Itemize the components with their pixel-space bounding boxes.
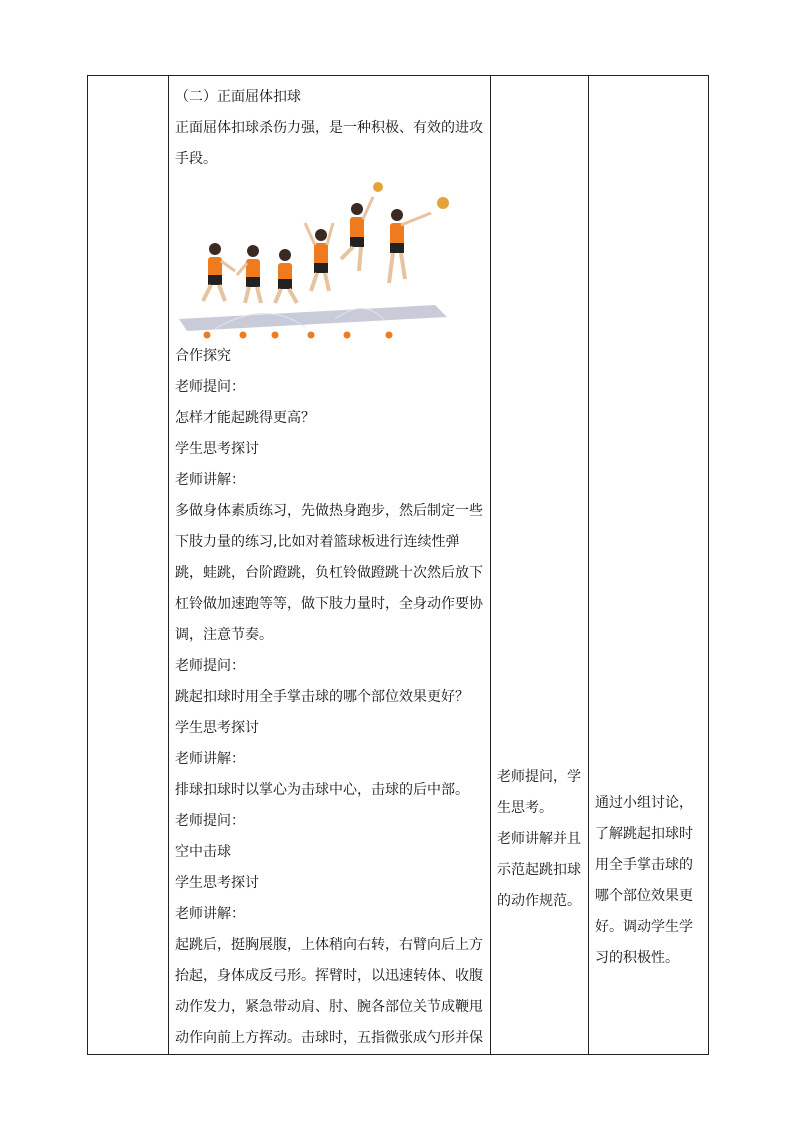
lesson-line: 合作探究 [175,348,231,364]
step-number-dot [240,332,247,339]
design-intent-cell [589,76,709,1055]
lesson-line: 跳起扣球时用全手掌击球的哪个部位效果更好？ [175,689,469,705]
lesson-line: 老师提问： [175,658,245,674]
player-figure-3 [275,249,297,303]
player-figure-4 [305,223,333,291]
lesson-line: 学生思考探讨 [175,441,259,457]
player-figure-5 [341,197,373,271]
empty-cell [88,76,169,1055]
lesson-line: 排球扣球时以掌心为击球中心，击球的后中部。 [175,782,469,798]
player-figure-2 [237,245,261,303]
lesson-line: 空中击球 [175,844,231,860]
section-title: （二）正面屈体扣球 [175,89,301,105]
lesson-line: 老师提问： [175,813,245,829]
teacher-activity-text: 老师提问，学生思考。 [497,769,581,816]
step-number-dot [344,332,351,339]
player-figure-6 [389,209,431,283]
teacher-activity-cell [491,76,589,1055]
volleyball-icon [373,182,383,192]
lesson-line: 学生思考探讨 [175,720,259,736]
design-intent-text: 通过小组讨论，了解跳起扣球时用全手掌击球的哪个部位效果更好。调动学生学习的积极性。 [595,795,693,966]
lesson-line: 怎样才能起跳得更高？ [175,410,315,426]
lesson-line: 老师提问： [175,379,245,395]
table-row [88,76,709,1055]
volleyball-icon [437,197,449,209]
step-number-markers [204,332,393,339]
lesson-line: 起跳后，挺胸展腹，上体稍向右转，右臂向后上方抬起，身体成反弓形。挥臂时，以迅速转体、收腹动作发力，紧急带动肩、肘、腕各部位关节成鞭甩动作向前上方挥动。击球时，五指微张成勺形并保 [175,937,483,1046]
lesson-table [87,75,709,1055]
volleyball-spike-sequence-image [175,179,485,339]
lesson-line: 老师讲解： [175,472,245,488]
lesson-line: 老师讲解： [175,906,245,922]
lesson-line: 学生思考探讨 [175,875,259,891]
lesson-lines [175,341,485,1054]
step-number-dot [204,332,211,339]
content-cell [169,76,491,1055]
lesson-line: 多做身体素质练习，先做热身跑步，然后制定一些下肢力量的练习,比如对着篮球板进行连续性弹跳，蛙跳，台阶蹬跳，负杠铃做蹬跳十次然后放下杠铃做加速跑等等，做下肢力量时，全身动作要协调，注意节奏。 [175,503,483,643]
step-number-dot [308,332,315,339]
step-number-dot [386,332,393,339]
teacher-activity-text: 老师讲解并且示范起跳扣球的动作规范。 [497,831,581,909]
player-figure-1 [203,243,235,301]
intro-text: 正面屈体扣球杀伤力强，是一种积极、有效的进攻手段。 [175,120,483,167]
step-number-dot [272,332,279,339]
lesson-line: 老师讲解： [175,751,245,767]
